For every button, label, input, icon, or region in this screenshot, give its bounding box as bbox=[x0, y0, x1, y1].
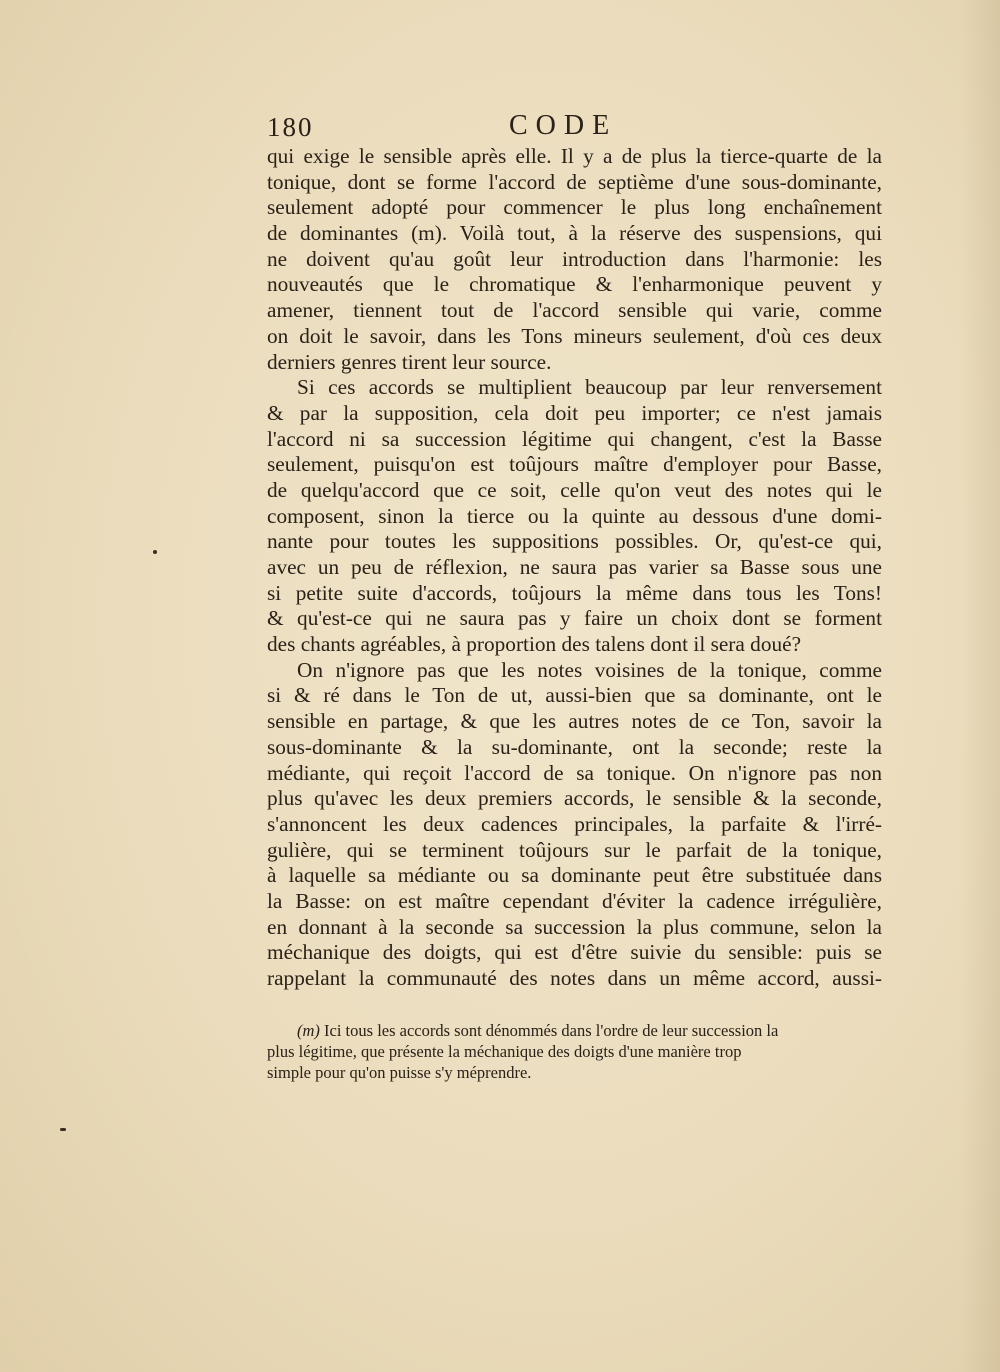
footnote-marker: (m) bbox=[297, 1020, 320, 1040]
text-line: s'annoncent les deux cadences principales, la parfaite & l'irré- bbox=[267, 811, 882, 836]
text-line: si & ré dans le Ton de ut, aussi-bien que sa dominante, ont le bbox=[267, 683, 882, 708]
text-line: si petite suite d'accords, toûjours la même dans tous les Tons! bbox=[267, 580, 882, 605]
text-line: qui exige le sensible après elle. Il y a de plus la tierce-quarte de la bbox=[267, 144, 882, 168]
text-line: & qu'est-ce qui ne saura pas y faire un choix dont se forment bbox=[267, 606, 882, 631]
text-line: On n'ignore pas que les notes voisines de la tonique, comme bbox=[297, 657, 882, 682]
text-line: méchanique des doigts, qui est d'être suivie du sensible: puis se bbox=[267, 940, 882, 965]
text-line: sous-dominante & la su-dominante, ont la seconde; reste la bbox=[267, 734, 882, 759]
text-line: l'accord ni sa succession légitime qui changent, c'est la Basse bbox=[267, 426, 882, 451]
text-line: rappelant la communauté des notes dans un même accord, aussi- bbox=[267, 966, 882, 990]
footnote-line: simple pour qu'on puisse s'y méprendre. bbox=[267, 1062, 532, 1082]
text-line: la Basse: on est maître cependant d'éviter la cadence irrégulière, bbox=[267, 888, 882, 913]
text-line: & par la supposition, cela doit peu importer; ce n'est jamais bbox=[267, 400, 882, 425]
text-line: à laquelle sa médiante ou sa dominante peut être substituée dans bbox=[267, 863, 882, 888]
text-line: sensible en partage, & que les autres notes de ce Ton, savoir la bbox=[267, 709, 882, 734]
text-line: nouveautés que le chromatique & l'enharmonique peuvent y bbox=[267, 272, 882, 297]
text-line: Si ces accords se multiplient beaucoup par leur renversement bbox=[297, 375, 882, 400]
running-head: CODE bbox=[509, 110, 618, 141]
text-line: nante pour toutes les suppositions possibles. Or, qu'est-ce qui, bbox=[267, 529, 882, 554]
page-number: 180 bbox=[267, 112, 314, 142]
text-line: on doit le savoir, dans les Tons mineurs seulement, d'où ces deux bbox=[267, 323, 882, 348]
text-line: seulement, puisqu'on est toûjours maître d'employer pour Basse, bbox=[267, 452, 882, 477]
footnote bbox=[267, 1020, 882, 1083]
text-line: ne doivent qu'au goût leur introduction dans l'harmonie: les bbox=[267, 246, 882, 271]
text-line: de quelqu'accord que ce soit, celle qu'on veut des notes qui le bbox=[267, 477, 882, 502]
text-line: médiante, qui reçoit l'accord de sa tonique. On n'ignore pas non bbox=[267, 760, 882, 785]
ink-speck bbox=[153, 550, 157, 554]
text-line: de dominantes (m). Voilà tout, à la réserve des suspensions, qui bbox=[267, 221, 882, 246]
footnote-line bbox=[267, 1020, 882, 1041]
text-line: avec un peu de réflexion, ne saura pas varier sa Basse sous une bbox=[267, 555, 882, 579]
body-text bbox=[267, 144, 882, 992]
ink-speck bbox=[60, 1128, 66, 1131]
page-header bbox=[267, 108, 882, 144]
text-line: gulière, qui se terminent toûjours sur le parfait de la tonique, bbox=[267, 837, 882, 862]
text-line: tonique, dont se forme l'accord de septième d'une sous-dominante, bbox=[267, 169, 882, 194]
text-line: en donnant à la seconde sa succession la plus commune, selon la bbox=[267, 914, 882, 939]
footnote-text: Ici tous les accords sont dénommés dans l'ordre de leur succession la bbox=[324, 1020, 779, 1040]
text-line: derniers genres tirent leur source. bbox=[267, 349, 552, 374]
text-line: plus qu'avec les deux premiers accords, le sensible & la seconde, bbox=[267, 786, 882, 811]
text-line: des chants agréables, à proportion des talens dont il sera doué? bbox=[267, 632, 802, 657]
text-block bbox=[267, 108, 882, 1083]
text-line: composent, sinon la tierce ou la quinte au dessous d'une domi- bbox=[267, 503, 882, 528]
text-line: amener, tiennent tout de l'accord sensible qui varie, comme bbox=[267, 298, 882, 323]
page-edge-shadow bbox=[960, 0, 1000, 1372]
text-line: seulement adopté pour commencer le plus long enchaînement bbox=[267, 195, 882, 220]
footnote-line: plus légitime, que présente la méchanique des doigts d'une manière trop bbox=[267, 1041, 742, 1061]
